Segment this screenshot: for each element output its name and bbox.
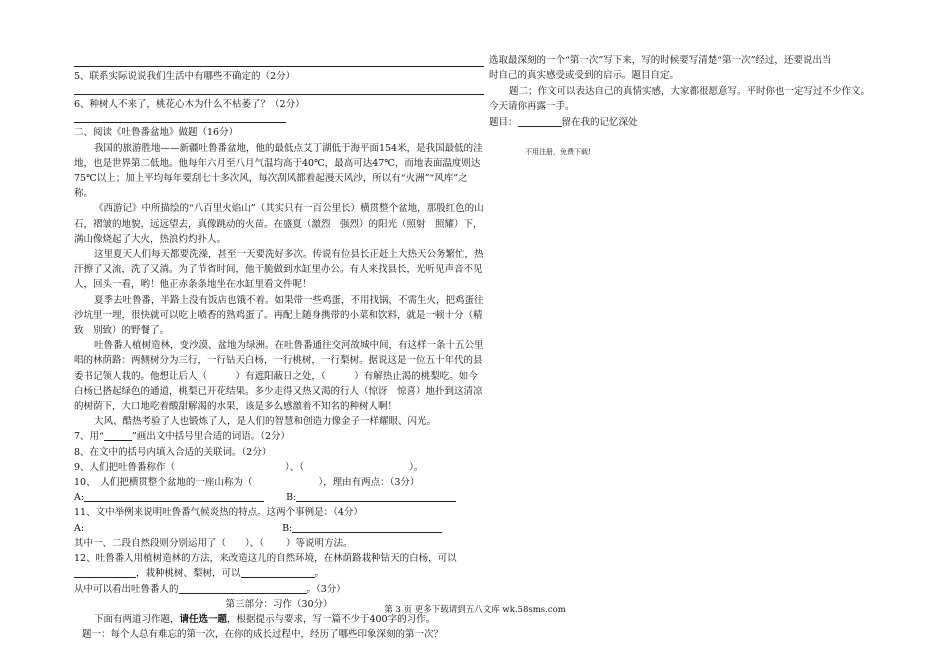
- answer-line: [74, 56, 484, 67]
- passage-paragraph-1: 我国的旅游胜地——新疆吐鲁番盆地，他的最低点艾丁湖低于海平面154米，是我国最低的洼地，也是世界第二低地。他每年六月至八月气温均高于40℃，最高可达47℃，而地表面温度则达75℃以上；加上平均每年要刮七十多次风，每次刮风都着起漫天风沙，所以有“火洲”“风库”之称。: [74, 142, 483, 200]
- question-10: [74, 475, 484, 490]
- question-12-line-3: [74, 582, 484, 597]
- instructions-text-end: ，根据提示与要求，写一篇不少于400字的习作。: [226, 613, 436, 625]
- option-b-label: B:: [286, 492, 297, 504]
- essay-title-line: [489, 115, 889, 130]
- page-footer: 第 3 页 更多下载请到五八文库 wk.58sms.com: [384, 605, 566, 615]
- question-10-text: 10、 人们把横贯整个盆地的一座山称为（: [74, 477, 253, 489]
- download-note: 不用注册，免费下载!: [525, 148, 591, 156]
- answer-line: [74, 84, 484, 95]
- passage-paragraph-3: 这里夏天人们每天都要洗澡，甚至一天要洗好多次。传说有位县长正赶上大热天公务繁忙，热汗擦了又流，洗了又淌。为了节省时间，他干脆做到水缸里办公。有人来找县长，光听见声音不见人，回头一看，哟！他正赤条条地坐在水缸里看文件呢！: [74, 249, 484, 291]
- question-12-line-2: [74, 566, 484, 581]
- instructions-text: 下面有两道习作题，: [93, 613, 180, 625]
- answer-blank[interactable]: [292, 521, 442, 533]
- question-9-text-mid: ）、（: [285, 461, 305, 473]
- answer-blank[interactable]: [74, 566, 136, 578]
- instructions-emphasis: 请任选一题: [179, 613, 227, 625]
- question-8: 8、在文中的括号内填入合适的关联词。（2分）: [74, 446, 272, 458]
- question-9-text-end: ）。: [409, 461, 424, 473]
- option-a-label: A:: [74, 522, 85, 534]
- passage-paragraph-6: 大风、酷热考验了人也锻炼了人，是人们的智慧和创造力像金子一样耀眼、闪光。: [93, 416, 436, 428]
- answer-blank[interactable]: [296, 490, 456, 502]
- answer-blank[interactable]: [84, 490, 264, 502]
- question-11: 11、文中举例来说明吐鲁番气候炎热的特点。这两个事例是：（4分）: [74, 507, 363, 519]
- question-9: [74, 460, 484, 475]
- passage-paragraph-5: 吐鲁番人植树造林，变沙漠、盆地为绿洲。在吐鲁番通往交河故城中间，有这样一条十五公里唱的林荫路：两侧树分为三行，一行钻天白杨，一行桃树，一行梨树。据说这是一位五十年代的县委书记领人栽的。他想让后人（ ）有遮阳蔽日之处，（ ）有解热止渴的桃梨吃。如今白杨已搭起绿色的通道，桃梨已开花结果。多少走得又热又渴的行人（惊讶 惊喜）地扑到这清凉的树荫下，大口地吃着酸甜解渴的水果，该是多么感激着不知名的种树人啊！: [74, 340, 484, 413]
- passage-paragraph-4: 夏季去吐鲁番，半路上没有饭店也饿不着。如果带一些鸡蛋，不用找锅，不需生火，把鸡蛋往沙坑里一埋，很快就可以吃上喷香的熟鸡蛋了。再配上随身携带的小菜和饮料，就是一顿十分（精致 别致）的野餐了。: [74, 294, 484, 337]
- question-11-methods: [74, 536, 484, 551]
- question-10-text-end: ），理由有两点：（3分）: [318, 477, 420, 489]
- question-12-text: ，栽种桃树、梨树，可以: [136, 568, 241, 580]
- answer-line: [74, 112, 286, 123]
- question-9-text: 9、人们把吐鲁番称作（: [74, 461, 176, 473]
- topic-1-continued: 选取最深刻的一个“第一次”写下来，写的时候要写清楚“第一次”经过，还要说出当: [489, 55, 832, 66]
- question-11-answers: [74, 521, 484, 536]
- question-7: [74, 429, 484, 444]
- question-12-text-end: 。: [314, 568, 325, 580]
- left-column: [74, 56, 484, 642]
- answer-blank[interactable]: [241, 566, 315, 578]
- question-12-conclusion: 从中可以看出吐鲁番人的: [74, 583, 179, 595]
- question-12: 12、吐鲁番人用植树造林的方法，来改造这儿的自然环境，在林荫路栽种钻天的白杨，可以: [74, 553, 457, 565]
- section-2-title: 二、阅读《吐鲁番盆地》做题（16分）: [74, 127, 239, 139]
- underline-sample: [104, 429, 132, 441]
- option-b-label: B:: [282, 522, 293, 534]
- passage-paragraph-2: 《西游记》中所描绘的“八百里火焰山”（其实只有一百公里长）横贯整个盆地，那殷红色的山石，褶皱的地貌，远远望去，真像跳动的火苗。在盛夏（激烈 强烈）的阳光（照射 照耀）下，满山像烧起了大火，热浪灼灼扑人。: [74, 203, 484, 245]
- question-6: 6、种树人不来了，桃花心木为什么不枯萎了？（2分）: [74, 99, 305, 111]
- writing-topic-1: 题一：每个人总有难忘的第一次，在你的成长过程中，经历了哪些印象深刻的第一次？: [82, 629, 444, 641]
- question-11-methods-text: 其中一、二段自然段则分别运用了（ ）、（: [74, 537, 265, 549]
- essay-title-label: 题目：: [489, 116, 518, 128]
- topic-1-continued-2: 时自己的真实感受或受到的启示。题目自定。: [489, 70, 680, 82]
- section-3-title: 第三部分：习作（30分）: [225, 598, 333, 610]
- essay-title-text: 留在我的记忆深处: [561, 116, 638, 128]
- writing-topic-2: 题二；作文可以表达自己的真情实感，大家都很愿意写。平时你也一定写过不少作文。: [508, 85, 870, 97]
- question-5: 5、联系实际说说我们生活中有哪些不确定的（2分）: [74, 71, 296, 82]
- question-10-answers: [74, 490, 484, 505]
- essay-title-blank[interactable]: [518, 115, 562, 127]
- writing-topic-2-continued: 今天请你再露一手。: [489, 101, 575, 113]
- question-7-text: 7、用“: [74, 431, 104, 443]
- question-7-text-end: ”画出文中括号里合适的词语。（2分）: [131, 431, 291, 443]
- option-a-label: A:: [74, 492, 85, 504]
- question-11-methods-end: ）等说明方法。: [286, 537, 353, 549]
- right-column: [489, 53, 889, 130]
- question-12-score: 。（3分）: [306, 583, 346, 595]
- answer-blank[interactable]: [179, 582, 307, 594]
